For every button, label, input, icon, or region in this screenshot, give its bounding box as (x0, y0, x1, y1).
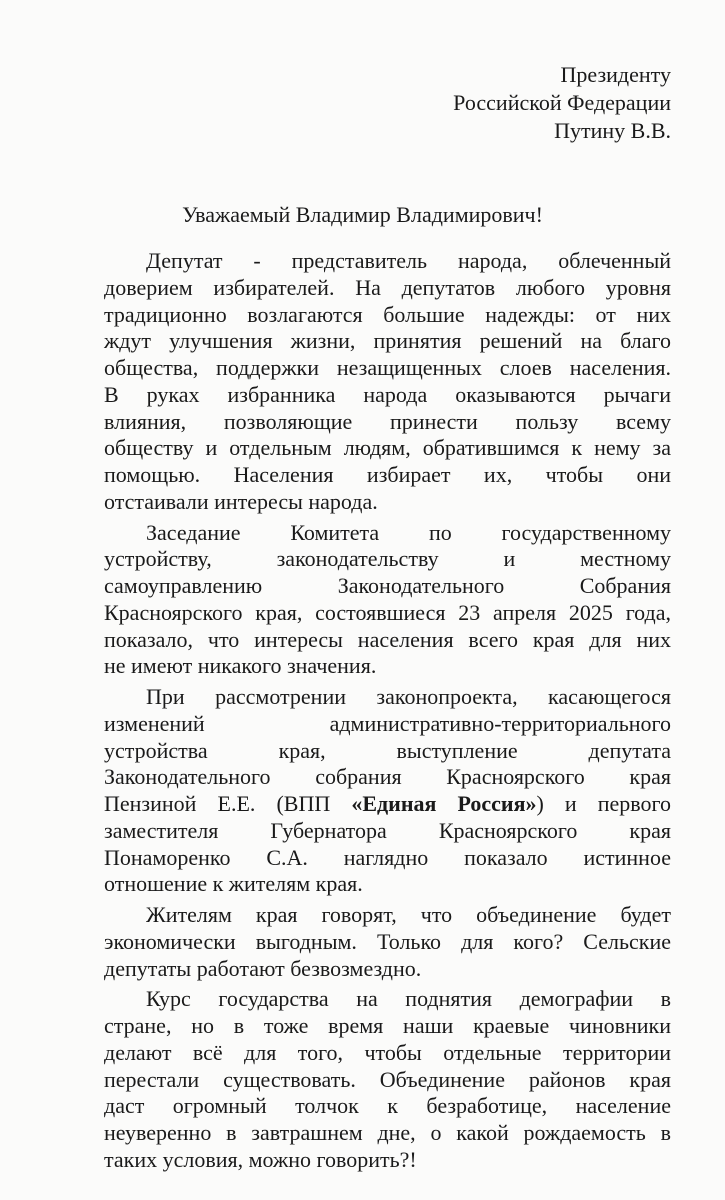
addressee-block (331, 61, 671, 145)
addressee-line-3: Путину В.В. (554, 118, 671, 143)
paragraph-4 (104, 902, 671, 982)
paragraph-line: даст огромный толчок к безработице, население (104, 1093, 671, 1119)
paragraph-2 (104, 520, 671, 681)
paragraph-line: обществу и отдельным людям, обратившимся к нему за (104, 435, 671, 461)
paragraph-line: доверием избирателей. На депутатов любого уровня (104, 274, 671, 300)
text-run: ) и первого (536, 791, 671, 816)
paragraph-line: делают всё для того, чтобы отдельные территории (104, 1039, 671, 1065)
paragraph-line: отношение к жителям края. (104, 871, 363, 897)
paragraph-line: показало, что интересы населения всего края для них (104, 626, 671, 652)
paragraph-line: Депутат - представитель народа, облеченный (146, 248, 671, 273)
addressee-line-2: Российской Федерации (453, 90, 671, 115)
letter-body (104, 248, 671, 1174)
paragraph-line: перестали существовать. Объединение районов края (104, 1066, 671, 1092)
paragraph-line: В руках избранника народа оказываются рычаги (104, 381, 671, 407)
paragraph-line: Заседание Комитета по государственному (146, 519, 671, 545)
paragraph-line: устройства края, выступление депутата (104, 737, 671, 763)
text-run: Пензиной Е.Е. (ВПП (104, 791, 352, 816)
paragraph-line: неуверенно в завтрашнем дне, о какой рождаемость в (104, 1120, 671, 1145)
addressee-line-1: Президенту (560, 62, 671, 87)
paragraph-1 (104, 248, 671, 516)
paragraph-line: Жителям края говорят, что объединение будет (146, 902, 671, 927)
paragraph-line-mixed (104, 791, 671, 818)
paragraph-line: экономически выгодным. Только для кого? Сельские (104, 928, 671, 954)
paragraph-line: устройству, законодательству и местному (104, 546, 671, 572)
paragraph-5 (104, 986, 671, 1173)
paragraph-line: самоуправлению Законодательного Собрания (104, 573, 671, 598)
paragraph-line: Курс государства на поднятия демографии в (146, 986, 671, 1012)
paragraph-line: общества, поддержки незащищенных слоев населения. (104, 355, 671, 380)
paragraph-line: Понаморенко С.А. наглядно показало истинное (104, 844, 671, 870)
paragraph-line: заместителя Губернатора Красноярского края (104, 817, 671, 843)
paragraph-line: таких условия, можно говорить?! (104, 1146, 417, 1172)
paragraph-line: Законодательного собрания Красноярского края (104, 764, 671, 790)
paragraph-line: влияния, позволяющие принести пользу всему (104, 408, 671, 434)
paragraph-line: Красноярского края, состоявшиеся 23 апреля 2025 года, (104, 599, 671, 625)
party-name-bold: «Единая Россия» (351, 791, 537, 816)
paragraph-line: не имеют никакого значения. (104, 653, 377, 679)
paragraph-3 (104, 684, 671, 898)
paragraph-line: ждут улучшения жизни, принятия решений на благо (104, 328, 671, 354)
paragraph-line: отстаивали интересы народа. (104, 488, 378, 514)
paragraph-line: При рассмотрении законопроекта, касающегося (146, 684, 671, 709)
paragraph-line: депутаты работают безвозмездно. (104, 955, 422, 981)
paragraph-line: традиционно возлагаются большие надежды: от них (104, 301, 671, 327)
paragraph-line: стране, но в тоже время наши краевые чиновники (104, 1013, 671, 1038)
paragraph-line: изменений административно-территориального (104, 710, 671, 736)
greeting: Уважаемый Владимир Владимирович! (182, 202, 543, 227)
paragraph-line: помощью. Населения избирает их, чтобы они (104, 462, 671, 487)
